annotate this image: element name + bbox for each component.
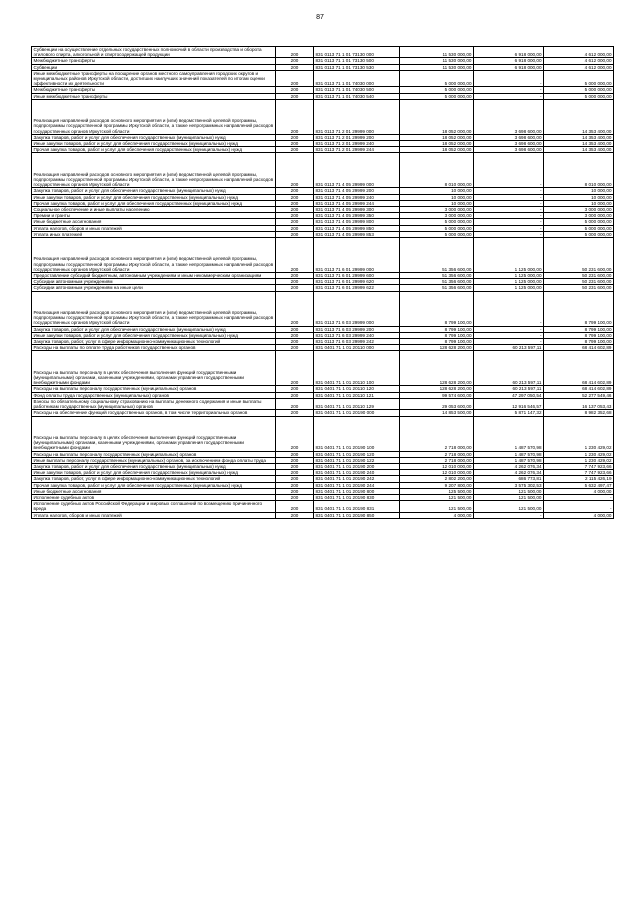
row-classification-code: 831 0401 71 1 01 20190 242 [314, 476, 400, 482]
row-unexecuted-amount: 50 231 600,00 [544, 238, 614, 273]
row-approved-amount: 128 628 200,00 [400, 351, 474, 386]
row-unexecuted-amount: 1 230 429,02 [544, 416, 614, 451]
table-row [32, 47, 614, 58]
row-name: Взносы по обязательному социальному страхованию на выплаты денежного содержания и иные выплаты работникам государственных (муниципальных) органов [32, 398, 276, 409]
table-row [32, 463, 614, 469]
row-approved-amount: 9 207 800,00 [400, 482, 474, 488]
row-classification-code: 831 0113 71 6 01 29999 620 [314, 279, 400, 285]
row-name: Реализация направлений расходов основного мероприятия и (или) ведомственной целевой программы, подпрограммы государственной программы Иркутской области, а также непрограммных направлений расходов государственных органов Иркутской области [32, 99, 276, 134]
row-classification-code: 831 0401 71 1 01 20190 000 [314, 410, 400, 416]
row-approved-amount: 8 010 000,00 [400, 153, 474, 188]
row-unexecuted-amount: 16 137 053,43 [544, 398, 614, 409]
row-unexecuted-amount: 1 230 429,02 [544, 457, 614, 463]
row-classification-code: 831 0401 71 1 01 20110 129 [314, 398, 400, 409]
row-classification-code: 831 0113 71 6 01 29999 600 [314, 273, 400, 279]
row-line-code: 200 [276, 58, 314, 64]
row-classification-code: 831 0401 71 1 01 20190 120 [314, 451, 400, 457]
row-line-code: 200 [276, 99, 314, 134]
row-unexecuted-amount: 10 000,00 [544, 194, 614, 200]
row-approved-amount: 128 628 200,00 [400, 345, 474, 351]
row-approved-amount: 2 718 000,00 [400, 451, 474, 457]
row-line-code: 200 [276, 386, 314, 392]
row-executed-amount: 6 918 000,00 [474, 64, 544, 70]
row-approved-amount: 10 000,00 [400, 194, 474, 200]
row-name: Прочая закупка товаров, работ и услуг для обеспечения государственных (муниципальных) нужд [32, 482, 276, 488]
row-executed-amount: 686 773,81 [474, 476, 544, 482]
row-name: Реализация направлений расходов основного мероприятия и (или) ведомственной целевой программы, подпрограммы государственной программы Иркутской области, а также непрограммных направлений расходов государственных органов Иркутской области [32, 153, 276, 188]
row-line-code: 200 [276, 392, 314, 398]
row-executed-amount: 60 213 597,11 [474, 345, 544, 351]
row-classification-code: 831 0113 71 1 01 74030 500 [314, 87, 400, 93]
row-line-code: 200 [276, 153, 314, 188]
row-executed-amount: - [474, 153, 544, 188]
row-unexecuted-amount: 5 000 000,00 [544, 225, 614, 231]
row-line-code: 200 [276, 47, 314, 58]
table-row [32, 141, 614, 147]
row-approved-amount: 18 052 000,00 [400, 134, 474, 140]
row-unexecuted-amount: 14 353 400,00 [544, 141, 614, 147]
row-line-code: 200 [276, 141, 314, 147]
row-approved-amount: 99 574 600,00 [400, 392, 474, 398]
row-approved-amount: 128 628 200,00 [400, 386, 474, 392]
row-approved-amount: 121 500,00 [400, 501, 474, 512]
row-line-code: 200 [276, 351, 314, 386]
row-approved-amount: 3 000 000,00 [400, 207, 474, 213]
row-name: Иные межбюджетные трансферты на поощрение органов местного самоуправления городских округов и муниципальных районов Иркутской области, достигших наилучших значений показателей по итогам оценки эффективности их деятельности [32, 70, 276, 87]
table-row [32, 134, 614, 140]
row-unexecuted-amount: 14 353 400,00 [544, 99, 614, 134]
row-unexecuted-amount: 14 353 400,00 [544, 147, 614, 153]
table-row [32, 238, 614, 273]
row-classification-code: 831 0401 71 1 01 20190 831 [314, 501, 400, 512]
table-row [32, 476, 614, 482]
row-classification-code: 831 0113 71 4 05 29999 800 [314, 219, 400, 225]
table-row [32, 470, 614, 476]
row-approved-amount: 5 000 000,00 [400, 225, 474, 231]
row-executed-amount: 121 500,00 [474, 494, 544, 500]
row-approved-amount: 8 799 100,00 [400, 326, 474, 332]
row-unexecuted-amount: 68 414 602,89 [544, 345, 614, 351]
row-name: Расходы на выплаты по оплате труда работников государственных органов [32, 345, 276, 351]
row-name: Исполнение судебных актов [32, 494, 276, 500]
row-unexecuted-amount: 8 799 100,00 [544, 339, 614, 345]
row-executed-amount: - [474, 70, 544, 87]
row-approved-amount: 3 000 000,00 [400, 213, 474, 219]
table-row [32, 451, 614, 457]
row-classification-code: 831 0401 71 1 01 20190 122 [314, 457, 400, 463]
row-unexecuted-amount: 5 000 000,00 [544, 87, 614, 93]
row-classification-code: 831 0113 71 6 03 29999 000 [314, 291, 400, 326]
row-line-code: 200 [276, 93, 314, 99]
row-unexecuted-amount: 3 000 000,00 [544, 207, 614, 213]
row-line-code: 200 [276, 231, 314, 237]
row-approved-amount: 10 000,00 [400, 200, 474, 206]
row-executed-amount: - [474, 339, 544, 345]
row-line-code: 200 [276, 476, 314, 482]
row-unexecuted-amount: 8 799 100,00 [544, 291, 614, 326]
table-row [32, 457, 614, 463]
row-classification-code: 831 0113 71 4 05 29999 850 [314, 225, 400, 231]
budget-execution-table [31, 46, 614, 519]
row-name: Прочая закупка товаров, работ и услуг для обеспечения государственных (муниципальных) нужд [32, 200, 276, 206]
row-executed-amount: 1 487 570,98 [474, 457, 544, 463]
table-row [32, 512, 614, 518]
row-line-code: 200 [276, 398, 314, 409]
row-executed-amount: - [474, 512, 544, 518]
row-line-code: 200 [276, 70, 314, 87]
row-name: Иные бюджетные ассигнования [32, 219, 276, 225]
row-line-code: 200 [276, 285, 314, 291]
row-classification-code: 831 0401 71 1 01 20110 121 [314, 392, 400, 398]
row-line-code: 200 [276, 482, 314, 488]
row-executed-amount: 47 297 050,54 [474, 392, 544, 398]
row-name: Иные бюджетные ассигнования [32, 488, 276, 494]
row-line-code: 200 [276, 512, 314, 518]
row-line-code: 200 [276, 147, 314, 153]
row-line-code: 200 [276, 494, 314, 500]
row-unexecuted-amount: 50 231 600,00 [544, 273, 614, 279]
row-line-code: 200 [276, 501, 314, 512]
row-executed-amount: - [474, 231, 544, 237]
table-row [32, 153, 614, 188]
row-name: Субвенции на осуществление отдельных государственных полномочий в области производства и оборота этилового спирта, алкогольной и спиртосодержащей продукции [32, 47, 276, 58]
row-name: Реализация направлений расходов основного мероприятия и (или) ведомственной целевой программы, подпрограммы государственной программы Иркутской области, а также непрограммных направлений расходов государственных органов Иркутской области [32, 238, 276, 273]
row-classification-code: 831 0113 71 1 01 74030 000 [314, 70, 400, 87]
row-executed-amount: 1 125 000,00 [474, 238, 544, 273]
row-unexecuted-amount: - [544, 494, 614, 500]
table-row [32, 345, 614, 351]
table-row [32, 386, 614, 392]
row-name: Расходы на выплаты персоналу в целях обеспечения выполнения функций государственными (муниципальными) органами, казенными учреждениями, органами управления государственными внебюджетными фондами [32, 416, 276, 451]
row-executed-amount: 6 918 000,00 [474, 47, 544, 58]
row-approved-amount: 5 000 000,00 [400, 87, 474, 93]
row-unexecuted-amount: 8 982 352,68 [544, 410, 614, 416]
table-row [32, 501, 614, 512]
row-executed-amount: 4 262 076,34 [474, 463, 544, 469]
row-executed-amount: 1 487 570,98 [474, 416, 544, 451]
row-approved-amount: 2 718 000,00 [400, 416, 474, 451]
row-line-code: 200 [276, 213, 314, 219]
row-unexecuted-amount: 8 799 100,00 [544, 332, 614, 338]
row-unexecuted-amount: 5 000 000,00 [544, 70, 614, 87]
row-unexecuted-amount: 50 231 600,00 [544, 285, 614, 291]
row-unexecuted-amount: 68 414 602,89 [544, 351, 614, 386]
row-classification-code: 831 0113 71 6 01 29999 622 [314, 285, 400, 291]
row-line-code: 200 [276, 194, 314, 200]
row-classification-code: 831 0113 71 1 01 73130 500 [314, 58, 400, 64]
row-classification-code: 831 0113 71 1 01 73130 530 [314, 64, 400, 70]
row-line-code: 200 [276, 488, 314, 494]
row-line-code: 200 [276, 470, 314, 476]
row-classification-code: 831 0113 71 4 05 29999 200 [314, 188, 400, 194]
row-unexecuted-amount: 5 000 000,00 [544, 93, 614, 99]
row-unexecuted-amount: 10 000,00 [544, 200, 614, 206]
row-classification-code: 831 0401 71 1 01 20190 100 [314, 416, 400, 451]
row-executed-amount: - [474, 225, 544, 231]
row-classification-code: 831 0401 71 1 01 20110 100 [314, 351, 400, 386]
row-executed-amount: 3 575 302,53 [474, 482, 544, 488]
row-unexecuted-amount: 5 632 497,47 [544, 482, 614, 488]
row-unexecuted-amount: 1 230 429,02 [544, 451, 614, 457]
row-executed-amount: 3 698 600,00 [474, 141, 544, 147]
row-name: Закупка товаров, работ и услуг для обеспечения государственных (муниципальных) нужд [32, 134, 276, 140]
row-classification-code: 831 0113 71 2 01 29999 200 [314, 134, 400, 140]
row-executed-amount: 60 213 597,11 [474, 386, 544, 392]
row-executed-amount: 1 125 000,00 [474, 285, 544, 291]
row-executed-amount: 1 125 000,00 [474, 279, 544, 285]
row-line-code: 200 [276, 457, 314, 463]
row-name: Субсидии автономным учреждениям на иные цели [32, 285, 276, 291]
row-name: Иные закупки товаров, работ и услуг для обеспечения государственных (муниципальных) нужд [32, 332, 276, 338]
row-classification-code: 831 0113 71 4 05 29999 300 [314, 207, 400, 213]
row-name: Уплата налогов, сборов и иных платежей [32, 225, 276, 231]
row-line-code: 200 [276, 64, 314, 70]
row-unexecuted-amount: 4 000,00 [544, 512, 614, 518]
row-name: Иные закупки товаров, работ и услуг для обеспечения государственных (муниципальных) нужд [32, 194, 276, 200]
table-row [32, 70, 614, 87]
table-row [32, 416, 614, 451]
row-executed-amount: 4 262 076,34 [474, 470, 544, 476]
row-line-code: 200 [276, 339, 314, 345]
row-unexecuted-amount: 4 612 000,00 [544, 58, 614, 64]
row-classification-code: 831 0401 71 1 01 20110 000 [314, 345, 400, 351]
row-name: Расходы на выплаты персоналу государственных (муниципальных) органов [32, 451, 276, 457]
row-line-code: 200 [276, 332, 314, 338]
row-approved-amount: 51 356 600,00 [400, 238, 474, 273]
row-name: Закупка товаров, работ, услуг в сфере информационно-коммуникационных технологий [32, 339, 276, 345]
row-name: Закупка товаров, работ и услуг для обеспечения государственных (муниципальных) нужд [32, 326, 276, 332]
row-name: Закупка товаров, работ, услуг в сфере информационно-коммуникационных технологий [32, 476, 276, 482]
row-unexecuted-amount: 7 747 923,66 [544, 463, 614, 469]
row-classification-code: 831 0401 71 1 01 20190 200 [314, 463, 400, 469]
row-unexecuted-amount: 7 747 923,66 [544, 470, 614, 476]
row-executed-amount: - [474, 200, 544, 206]
row-executed-amount: 1 125 000,00 [474, 273, 544, 279]
row-name: Субвенции [32, 64, 276, 70]
row-classification-code: 831 0113 71 4 05 29999 000 [314, 153, 400, 188]
row-approved-amount: 11 530 000,00 [400, 64, 474, 70]
row-classification-code: 831 0113 71 2 01 29999 244 [314, 147, 400, 153]
row-classification-code: 831 0113 71 4 05 29999 853 [314, 231, 400, 237]
row-name: Закупка товаров, работ и услуг для обеспечения государственных (муниципальных) нужд [32, 188, 276, 194]
row-classification-code: 831 0401 71 1 01 20190 800 [314, 488, 400, 494]
row-line-code: 200 [276, 451, 314, 457]
row-approved-amount: 5 000 000,00 [400, 93, 474, 99]
row-line-code: 200 [276, 326, 314, 332]
row-unexecuted-amount: 52 277 549,46 [544, 392, 614, 398]
row-approved-amount: 11 530 000,00 [400, 47, 474, 58]
row-approved-amount: 18 052 000,00 [400, 99, 474, 134]
row-executed-amount: - [474, 326, 544, 332]
row-line-code: 200 [276, 416, 314, 451]
row-approved-amount: 18 052 000,00 [400, 141, 474, 147]
row-classification-code: 831 0113 71 2 01 29999 000 [314, 99, 400, 134]
row-executed-amount: 121 500,00 [474, 488, 544, 494]
row-line-code: 200 [276, 273, 314, 279]
row-name: Расходы на обеспечение функций государственных органов, в том числе территориальных органов [32, 410, 276, 416]
row-approved-amount: 8 799 100,00 [400, 291, 474, 326]
row-approved-amount: 14 853 500,00 [400, 410, 474, 416]
table-row [32, 392, 614, 398]
table-body [32, 47, 614, 519]
row-line-code: 200 [276, 410, 314, 416]
row-approved-amount: 51 356 600,00 [400, 279, 474, 285]
row-executed-amount: - [474, 332, 544, 338]
row-unexecuted-amount: 10 000,00 [544, 188, 614, 194]
row-classification-code: 831 0401 71 1 01 20190 830 [314, 494, 400, 500]
row-classification-code: 831 0113 71 4 05 29999 350 [314, 213, 400, 219]
row-name: Межбюджетные трансферты [32, 87, 276, 93]
row-name: Социальное обеспечение и иные выплаты населению [32, 207, 276, 213]
row-line-code: 200 [276, 134, 314, 140]
row-name: Расходы на выплаты персоналу в целях обеспечения выполнения функций государственными (муниципальными) органами, казенными учреждениями, органами управления государственными внебюджетными фондами [32, 351, 276, 386]
table-row [32, 147, 614, 153]
row-approved-amount: 51 356 600,00 [400, 285, 474, 291]
row-executed-amount: 3 698 600,00 [474, 134, 544, 140]
row-approved-amount: 2 802 200,00 [400, 476, 474, 482]
row-approved-amount: 4 000,00 [400, 512, 474, 518]
row-line-code: 200 [276, 207, 314, 213]
row-classification-code: 831 0113 71 6 03 29999 200 [314, 326, 400, 332]
row-classification-code: 831 0113 71 1 01 74030 540 [314, 93, 400, 99]
row-approved-amount: 5 000 000,00 [400, 231, 474, 237]
row-classification-code: 831 0401 71 1 01 20110 120 [314, 386, 400, 392]
row-unexecuted-amount: 8 799 100,00 [544, 326, 614, 332]
row-classification-code: 831 0113 71 4 05 29999 240 [314, 194, 400, 200]
row-unexecuted-amount: 8 010 000,00 [544, 153, 614, 188]
row-executed-amount: - [474, 87, 544, 93]
row-approved-amount: 51 356 600,00 [400, 273, 474, 279]
row-name: Реализация направлений расходов основного мероприятия и (или) ведомственной целевой программы, подпрограммы государственной программы Иркутской области, а также непрограммных направлений расходов государственных органов Иркутской области [32, 291, 276, 326]
row-executed-amount: 12 916 546,57 [474, 398, 544, 409]
row-unexecuted-amount: 50 231 600,00 [544, 279, 614, 285]
row-classification-code: 831 0401 71 1 01 20190 240 [314, 470, 400, 476]
row-classification-code: 831 0401 71 1 01 20190 850 [314, 512, 400, 518]
row-unexecuted-amount: 68 414 602,89 [544, 386, 614, 392]
row-line-code: 200 [276, 200, 314, 206]
row-name: Исполнение судебных актов Российской Федерации и мировых соглашений по возмещению причиненного вреда [32, 501, 276, 512]
row-name: Предоставление субсидий бюджетным, автономным учреждениям и иным некоммерческим организациям [32, 273, 276, 279]
row-unexecuted-amount: 2 115 426,19 [544, 476, 614, 482]
row-executed-amount: - [474, 213, 544, 219]
row-name: Уплата налогов, сборов и иных платежей [32, 512, 276, 518]
row-approved-amount: 8 799 100,00 [400, 339, 474, 345]
row-approved-amount: 121 500,00 [400, 494, 474, 500]
row-unexecuted-amount: - [544, 501, 614, 512]
table-row [32, 285, 614, 291]
row-name: Премии и гранты [32, 213, 276, 219]
row-approved-amount: 29 053 600,00 [400, 398, 474, 409]
row-line-code: 200 [276, 463, 314, 469]
row-line-code: 200 [276, 291, 314, 326]
row-approved-amount: 12 010 000,00 [400, 470, 474, 476]
row-classification-code: 831 0113 71 6 01 29999 000 [314, 238, 400, 273]
row-name: Прочая закупка товаров, работ и услуг для обеспечения государственных (муниципальных) нужд [32, 147, 276, 153]
row-line-code: 200 [276, 188, 314, 194]
row-approved-amount: 10 000,00 [400, 188, 474, 194]
row-unexecuted-amount: 5 000 000,00 [544, 231, 614, 237]
table-row [32, 99, 614, 134]
table-row [32, 273, 614, 279]
row-name: Фонд оплаты труда государственных (муниципальных) органов [32, 392, 276, 398]
row-executed-amount: 5 871 147,32 [474, 410, 544, 416]
row-name: Иные выплаты персоналу государственных (муниципальных) органов, за исключением фонда оплаты труда [32, 457, 276, 463]
table-row [32, 398, 614, 409]
page-number: 87 [316, 14, 324, 21]
row-classification-code: 831 0113 71 4 05 29999 244 [314, 200, 400, 206]
table-row [32, 291, 614, 326]
row-executed-amount: 3 698 600,00 [474, 147, 544, 153]
row-unexecuted-amount: 3 000 000,00 [544, 213, 614, 219]
row-name: Закупка товаров, работ и услуг для обеспечения государственных (муниципальных) нужд [32, 463, 276, 469]
row-classification-code: 831 0113 71 1 01 73130 000 [314, 47, 400, 58]
row-executed-amount: 121 500,00 [474, 501, 544, 512]
table-row [32, 410, 614, 416]
row-approved-amount: 5 000 000,00 [400, 219, 474, 225]
row-line-code: 200 [276, 238, 314, 273]
row-executed-amount: - [474, 291, 544, 326]
row-line-code: 200 [276, 345, 314, 351]
row-unexecuted-amount: 4 612 000,00 [544, 64, 614, 70]
row-name: Субсидии автономным учреждениям [32, 279, 276, 285]
row-line-code: 200 [276, 219, 314, 225]
row-name: Иные межбюджетные трансферты [32, 93, 276, 99]
row-unexecuted-amount: 5 000 000,00 [544, 219, 614, 225]
row-executed-amount: - [474, 188, 544, 194]
row-line-code: 200 [276, 87, 314, 93]
table-row [32, 482, 614, 488]
row-executed-amount: - [474, 194, 544, 200]
row-line-code: 200 [276, 225, 314, 231]
row-executed-amount: 3 698 600,00 [474, 99, 544, 134]
row-line-code: 200 [276, 279, 314, 285]
table-row [32, 351, 614, 386]
row-executed-amount: - [474, 207, 544, 213]
row-name: Иные закупки товаров, работ и услуг для обеспечения государственных (муниципальных) нужд [32, 470, 276, 476]
row-approved-amount: 8 799 100,00 [400, 332, 474, 338]
row-name: Межбюджетные трансферты [32, 58, 276, 64]
row-approved-amount: 12 010 000,00 [400, 463, 474, 469]
row-approved-amount: 11 530 000,00 [400, 58, 474, 64]
row-classification-code: 831 0113 71 6 03 29999 240 [314, 332, 400, 338]
row-executed-amount: - [474, 219, 544, 225]
row-approved-amount: 5 000 000,00 [400, 70, 474, 87]
row-executed-amount: 1 487 570,98 [474, 451, 544, 457]
row-name: Уплата иных платежей [32, 231, 276, 237]
row-classification-code: 831 0113 71 6 03 29999 242 [314, 339, 400, 345]
row-classification-code: 831 0113 71 2 01 29999 240 [314, 141, 400, 147]
row-unexecuted-amount: 14 353 400,00 [544, 134, 614, 140]
row-approved-amount: 125 500,00 [400, 488, 474, 494]
row-approved-amount: 2 718 000,00 [400, 457, 474, 463]
row-unexecuted-amount: 4 612 000,00 [544, 47, 614, 58]
row-unexecuted-amount: 4 000,00 [544, 488, 614, 494]
row-executed-amount: - [474, 93, 544, 99]
row-name: Расходы на выплаты персоналу государственных (муниципальных) органов [32, 386, 276, 392]
row-executed-amount: 60 213 597,11 [474, 351, 544, 386]
row-approved-amount: 18 052 000,00 [400, 147, 474, 153]
row-name: Иные закупки товаров, работ и услуг для обеспечения государственных (муниципальных) нужд [32, 141, 276, 147]
row-executed-amount: 6 918 000,00 [474, 58, 544, 64]
row-classification-code: 831 0401 71 1 01 20190 244 [314, 482, 400, 488]
